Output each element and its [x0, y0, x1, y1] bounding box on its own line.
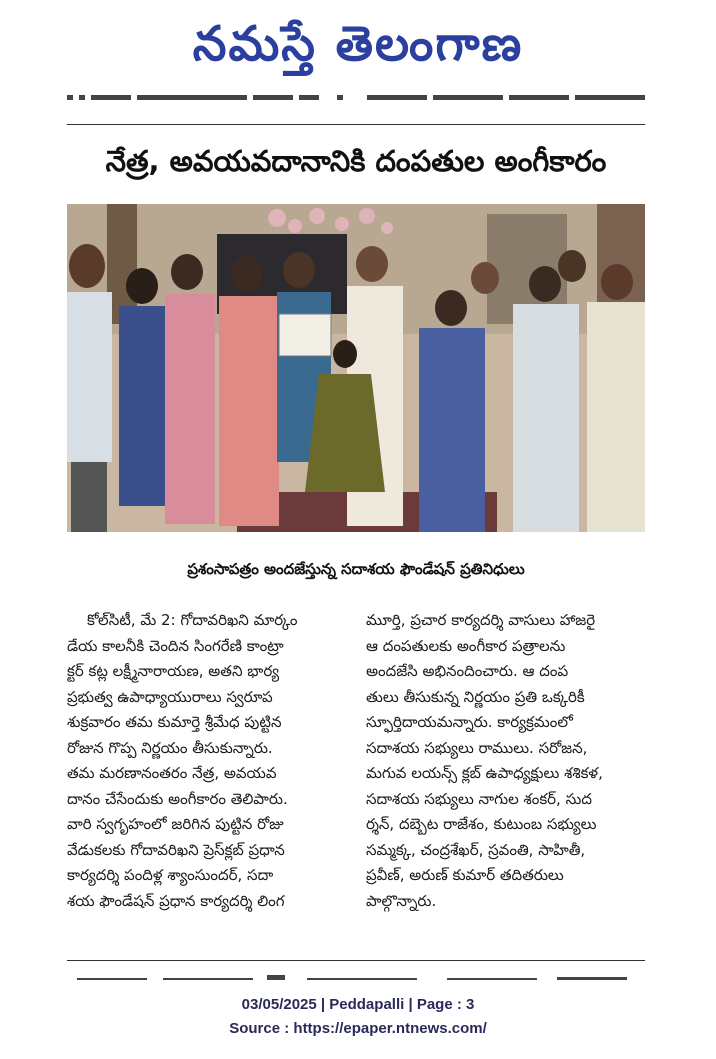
text-line: ప్రవీణ్, అరుణ్ కుమార్ తదితరులు [366, 866, 564, 884]
text-line: రోజున గొప్ప నిర్ణయం తీసుకున్నారు. [67, 738, 273, 757]
text-line: మగువ లయన్స్ క్లబ్ ఉపాధ్యక్షులు శశికళ, [366, 764, 603, 782]
text-line: తులు తీసుకున్న నిర్ణయం ప్రతి ఒక్కరికీ [366, 687, 585, 706]
text-line: ప్రభుత్వ ఉపాధ్యాయురాలు స్వరూప [67, 687, 273, 706]
text-line: సదాశయ సభ్యులు రాములు. సరోజన, [366, 738, 588, 757]
newspaper-masthead: నమస్తే తెలంగాణ [192, 16, 524, 72]
top-rule [67, 124, 645, 125]
text-line: తమ మరణానంతరం నేత్ర, అవయవ [67, 764, 277, 782]
article-column-left [67, 608, 349, 914]
text-line: వేడుకలకు గోదావరిఖని ప్రెస్‌క్లబ్ ప్రధాన [67, 840, 285, 859]
text-line: డేయ కాలనీకి చెందిన సింగరేణి కాంట్రా [67, 636, 284, 655]
article-photo [67, 204, 645, 532]
text-line: క్టర్ కట్ల లక్ష్మీనారాయణ, అతని భార్య [67, 662, 280, 680]
article-column-right [366, 608, 648, 914]
text-line: స్ఫూర్తిదాయమన్నారు. కార్యక్రమంలో [366, 713, 573, 731]
article-headline: నేత్ర, అవయవదానానికి దంపతుల అంగీకారం [105, 144, 607, 178]
text-line: కోల్‌సిటీ, మే 2: గోదావరిఖని మార్కం [87, 611, 298, 629]
text-line: సమ్మక్క, చంద్రశేఖర్, స్రవంతి, సాహితీ, [366, 840, 586, 859]
text-line: సదాశయ సభ్యులు నాగుల శంకర్, సుద [366, 789, 592, 808]
text-line: ఆ దంపతులకు అంగీకార పత్రాలను [366, 636, 566, 655]
text-line: దానం చేసేందుకు అంగీకారం తెలిపారు. [67, 789, 288, 808]
text-line: పాల్గొన్నారు. [366, 891, 437, 910]
clipped-next-headline-fragment [67, 970, 645, 980]
text-line: ర్శన్, దబ్బెట రాజేశం, కుటుంబ సభ్యులు [366, 815, 597, 833]
text-line: మూర్తి, ప్రచార కార్యదర్శి వాసులు హాజరై [366, 611, 596, 629]
clipped-text-fragment [67, 93, 645, 103]
text-line: శుక్రవారం తమ కుమార్తె శ్రీమేధ పుట్టిన [67, 713, 282, 731]
footer-date-line: 03/05/2025 | Peddapalli | Page : 3 [241, 996, 475, 1013]
footer-source-line: Source : https://epaper.ntnews.com/ [229, 1020, 487, 1037]
bottom-rule [67, 960, 645, 961]
text-line: అందజేసి అభినందించారు. ఆ దంప [366, 662, 569, 680]
text-line: శయ ఫౌండేషన్ ప్రధాన కార్యదర్శి లింగ [67, 891, 285, 910]
photo-caption: ప్రశంసాపత్రం అందజేస్తున్న సదాశయ ఫౌండేషన్ ప్రతినిధులు [187, 560, 525, 578]
text-line: కార్యదర్శి పందిళ్ల శ్యాంసుందర్, సదా [67, 866, 274, 884]
text-line: వారి స్వగృహంలో జరిగిన పుట్టిన రోజు [67, 815, 284, 833]
